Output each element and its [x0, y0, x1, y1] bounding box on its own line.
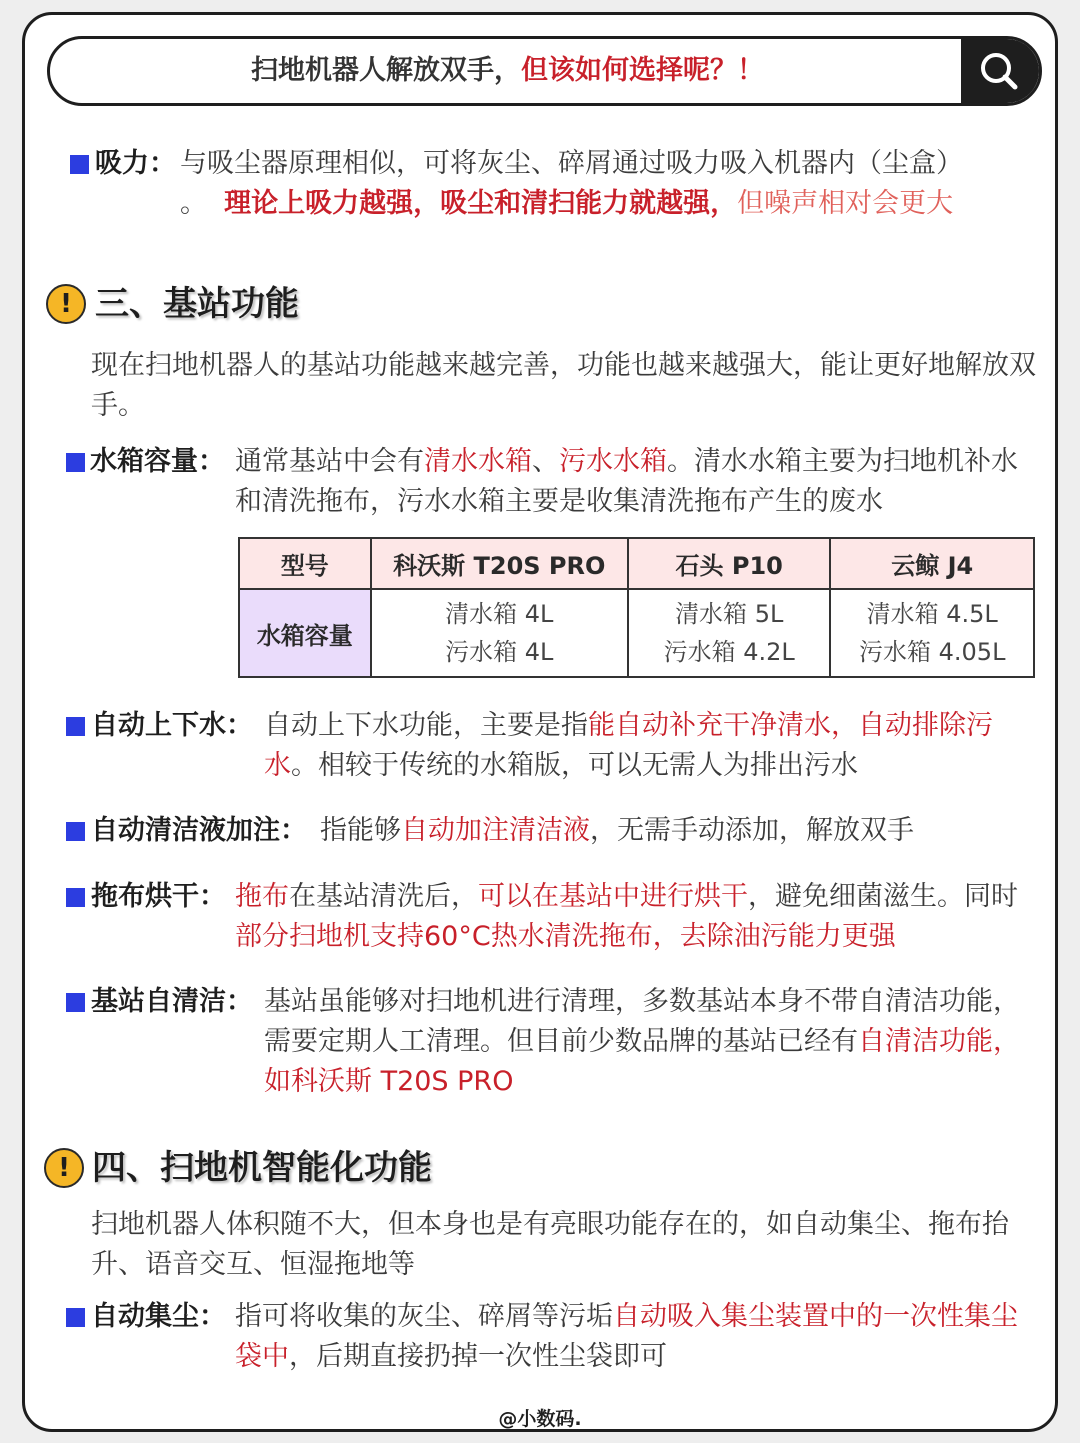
title-highlight: 但该如何选择呢？！	[521, 55, 764, 86]
table-header-cell: 科沃斯 T20S PRO	[371, 538, 628, 589]
page-title	[50, 39, 965, 103]
auto-dust-label: 自动集尘：	[91, 1301, 226, 1332]
water-tank-text: 通常基站中会有清水水箱、污水水箱。清水水箱主要为扫地机补水和清洗拖布，污水水箱主要是收集清洗拖布产生的废水	[235, 446, 1018, 517]
bullet-square	[66, 993, 85, 1012]
auto-detergent-text: 指能够自动加注清洁液，无需手动添加，解放双手	[320, 815, 914, 846]
self-clean-text: 基站虽能够对扫地机进行清理，多数基站本身不带自清洁功能，需要定期人工清理。但目前少数品牌的基站已经有自清洁功能，如科沃斯 T20S PRO	[264, 986, 1020, 1097]
search-icon	[977, 49, 1023, 93]
bullet-square	[66, 822, 85, 841]
table-header-cell: 石头 P10	[628, 538, 830, 589]
bullet-square	[66, 1308, 85, 1327]
title-main: 扫地机器人解放双手，	[251, 55, 521, 86]
section-title-base-station: 三、基站功能	[95, 284, 299, 324]
bullet-square	[70, 155, 89, 174]
table-header-cell: 型号	[239, 538, 371, 589]
table-row-label: 水箱容量	[239, 589, 371, 677]
title-search-bar[interactable]	[47, 36, 1042, 106]
bullet-square	[66, 717, 85, 736]
bullet-square	[66, 888, 85, 907]
section4-intro: 扫地机器人体积随不大，但本身也是有亮眼功能存在的，如自动集尘、拖布抬升、语音交互、恒湿拖地等	[91, 1209, 1009, 1280]
table-cell: 清水箱 4.5L 污水箱 4.05L	[830, 589, 1034, 677]
auto-detergent-label: 自动清洁液加注：	[91, 815, 307, 846]
water-tank-comparison-table	[238, 537, 1035, 678]
table-row	[239, 589, 1034, 677]
auto-water-label: 自动上下水：	[91, 710, 253, 741]
water-tank-label: 水箱容量：	[90, 446, 225, 477]
auto-water-text: 自动上下水功能，主要是指能自动补充干净清水，自动排除污水。相较于传统的水箱版，可以无需人为排出污水	[264, 710, 993, 781]
author-watermark: @小数码.	[498, 1408, 582, 1430]
exclamation-warning-icon: !	[46, 284, 86, 324]
table-header-row	[239, 538, 1034, 589]
section3-intro: 现在扫地机器人的基站功能越来越完善，功能也越来越强大，能让更好地解放双手。	[91, 350, 1036, 421]
exclamation-warning-icon: !	[44, 1148, 84, 1188]
table-header-cell: 云鲸 J4	[830, 538, 1034, 589]
search-button[interactable]	[961, 39, 1039, 103]
mop-dry-text: 拖布在基站清洗后，可以在基站中进行烘干，避免细菌滋生。同时部分扫地机支持60°C热水清洗拖布，去除油污能力更强	[235, 881, 1018, 952]
mop-dry-label: 拖布烘干：	[91, 881, 226, 912]
self-clean-label: 基站自清洁：	[91, 986, 253, 1017]
bullet-square	[66, 453, 85, 472]
table-cell: 清水箱 4L 污水箱 4L	[371, 589, 628, 677]
suction-label: 吸力：	[95, 148, 176, 179]
auto-dust-text: 指可将收集的灰尘、碎屑等污垢自动吸入集尘装置中的一次性集尘袋中，后期直接扔掉一次性尘袋即可	[235, 1301, 1018, 1372]
section-title-smart-features: 四、扫地机智能化功能	[92, 1148, 432, 1188]
suction-text: 与吸尘器原理相似，可将灰尘、碎屑通过吸力吸入机器内（尘盒） 。 理论上吸力越强，吸尘和清扫能力就越强，但噪声相对会更大	[180, 148, 963, 219]
table-cell: 清水箱 5L 污水箱 4.2L	[628, 589, 830, 677]
